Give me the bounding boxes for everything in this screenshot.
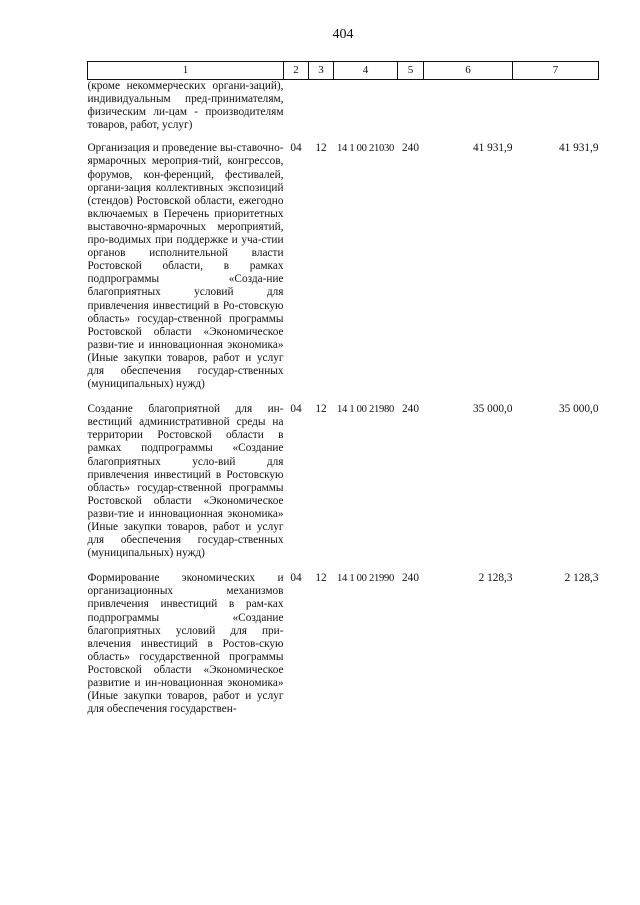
row-amount-2: 2 128,3 bbox=[564, 572, 599, 585]
row-amount-2: 41 931,9 bbox=[558, 142, 599, 155]
header-col-6: 6 bbox=[424, 62, 513, 80]
row-section: 04 bbox=[290, 142, 302, 155]
header-col-2: 2 bbox=[284, 62, 309, 80]
table-body bbox=[88, 80, 599, 725]
row-amount-1: 41 931,9 bbox=[472, 142, 513, 155]
row-amount-1: 2 128,3 bbox=[478, 572, 513, 585]
header-col-4: 4 bbox=[334, 62, 398, 80]
page-number: 404 bbox=[332, 27, 354, 42]
table-header bbox=[88, 62, 599, 80]
row-description: Организация и проведение вы-ставочно-ярмарочных мероприя-тий, конгрессов, форумов, кон-ференций, фестивалей, органи-зация коллективных экспозиций (стендов) Ростовской области, ежегодно включаемых в Перечень приоритетных выставочно-ярмарочных мероприятий, про-водимых при поддержке и уча-стии органов исполнительной власти Ростовской области, в рамках подпрограммы «Созда-ние благоприятных условий для привлечения инвестиций в Ро-стовскую область» государ-ственной программы Ростовской области «Экономическое разви-тие и инновационная экономика» (Иные закупки товаров, работ и услуг для обеспечения государ-ственных (муниципальных) нужд) bbox=[87, 142, 284, 391]
row-description: (кроме некоммерческих органи-заций), индивидуальным пред-принимателям, физическим ли-цам - производителям товаров, работ, услуг) bbox=[87, 80, 284, 132]
row-amount-1 bbox=[424, 80, 513, 139]
table-row bbox=[88, 399, 599, 568]
row-target-code: 14 1 00 21990 bbox=[336, 573, 394, 585]
row-expense-type: 240 bbox=[402, 142, 419, 155]
row-amount-2 bbox=[513, 80, 599, 139]
row-target-code: 14 1 00 21030 bbox=[336, 143, 394, 155]
row-amount-2: 35 000,0 bbox=[558, 403, 599, 416]
budget-table bbox=[87, 61, 599, 724]
table-row bbox=[88, 568, 599, 724]
table-row bbox=[88, 80, 599, 139]
row-section bbox=[284, 80, 309, 139]
row-target-code bbox=[334, 80, 398, 139]
row-description: Формирование экономических и организационных механизмов привлечения инвестиций в рам-ках подпрограммы «Создание благоприятных условий для при-влечения инвестиций в Ростов-скую область» государственной программы Ростовской области «Экономическое развитие и ин-новационная экономика» (Иные закупки товаров, работ и услуг для обеспечения государствен- bbox=[87, 572, 284, 716]
row-subsection: 12 bbox=[315, 572, 327, 585]
header-col-1: 1 bbox=[88, 62, 284, 80]
row-expense-type bbox=[398, 80, 424, 139]
header-col-5: 5 bbox=[398, 62, 424, 80]
table-row bbox=[88, 138, 599, 399]
header-col-3: 3 bbox=[309, 62, 334, 80]
row-subsection: 12 bbox=[315, 403, 327, 416]
row-description: Создание благоприятной для ин-вестиций административной среды на территории Ростовской области в рамках подпрограммы «Создание благоприятных усло-вий для привлечения инвестиций в Ростовскую область» государ-ственной программы Ростовской области «Экономическое разви-тие и инновационная экономика» (Иные закупки товаров, работ и услуг для обеспечения государ-ственных (муниципальных) нужд) bbox=[87, 403, 284, 560]
row-expense-type: 240 bbox=[402, 572, 419, 585]
row-expense-type: 240 bbox=[402, 403, 419, 416]
row-amount-1: 35 000,0 bbox=[472, 403, 513, 416]
row-section: 04 bbox=[290, 403, 302, 416]
row-subsection bbox=[309, 80, 334, 139]
row-target-code: 14 1 00 21980 bbox=[336, 404, 394, 416]
header-row bbox=[88, 62, 599, 80]
header-col-7: 7 bbox=[513, 62, 599, 80]
row-section: 04 bbox=[290, 572, 302, 585]
row-subsection: 12 bbox=[315, 142, 327, 155]
